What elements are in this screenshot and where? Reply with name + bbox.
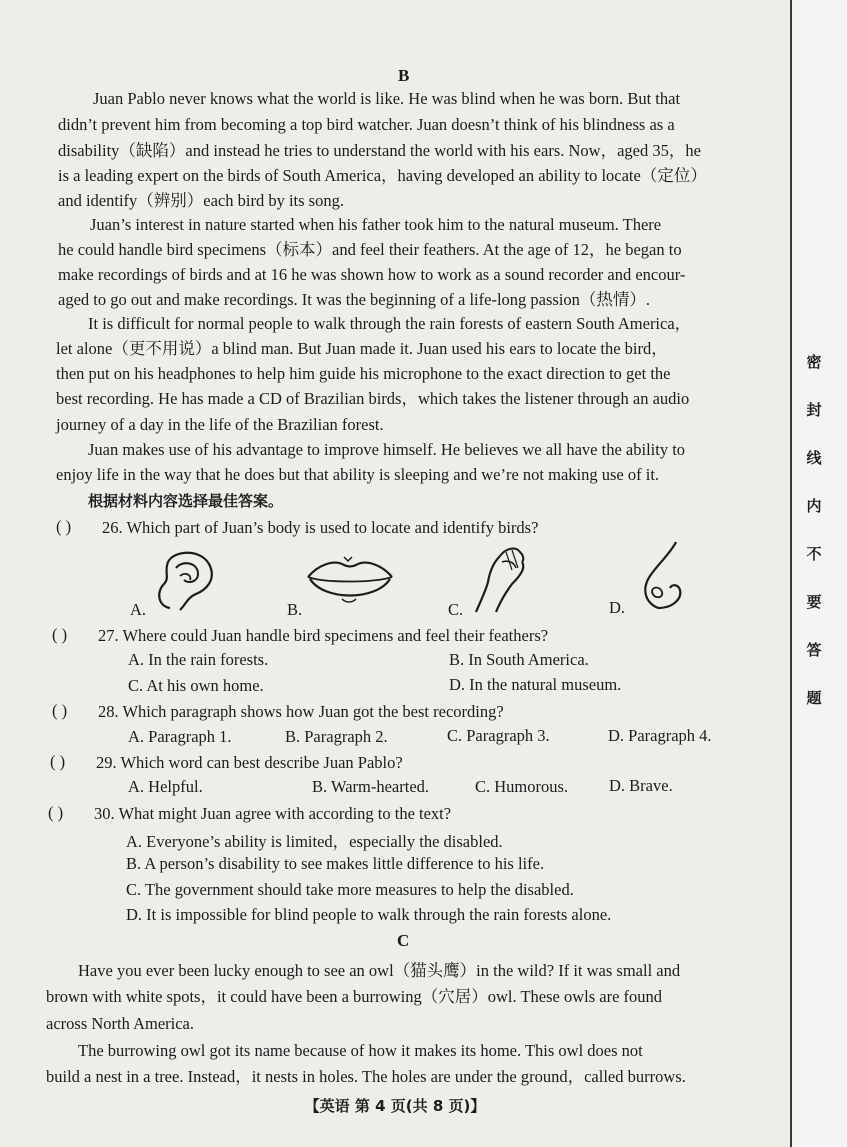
- passage-b-line: then put on his headphones to help him guide his microphone to the exact direction to get the: [56, 364, 671, 383]
- seal-char: 封: [806, 401, 822, 419]
- passage-c-line: brown with white spots，it could have been a burrowing（穴居）owl. These owls are found: [46, 987, 663, 1006]
- seal-char: 不: [806, 545, 822, 563]
- passage-c-line: across North America.: [46, 1014, 194, 1033]
- passage-c-line: Have you ever been lucky enough to see an owl（猫头鹰）in the wild? If it was small and: [78, 961, 681, 980]
- option-text[interactable]: D. Paragraph 4.: [608, 726, 712, 745]
- seal-char: 密: [806, 353, 822, 371]
- passage-b-line: disability（缺陷）and instead he tries to understand the world with his ears. Now，aged 35，he: [58, 141, 701, 160]
- option-text[interactable]: A. In the rain forests.: [128, 650, 269, 669]
- option-label[interactable]: C.: [448, 600, 464, 619]
- hand-icon: [468, 540, 530, 616]
- nose-icon: [630, 538, 690, 614]
- option-text[interactable]: B. Warm-hearted.: [312, 777, 430, 796]
- passage-b-line: journey of a day in the life of the Brazilian forest.: [56, 415, 384, 434]
- section-b-heading: B: [398, 66, 410, 85]
- seal-char: 线: [806, 449, 822, 467]
- passage-b-line: Juan’s interest in nature started when his father took him to the natural museum. There: [90, 215, 662, 234]
- passage-c-line: build a nest in a tree. Instead，it nests in holes. The holes are under the ground，called burrows.: [46, 1067, 686, 1086]
- passage-b-line: and identify（辨别）each bird by its song.: [58, 191, 344, 210]
- answer-blank[interactable]: ( ): [52, 701, 68, 720]
- seal-line-notice: [803, 352, 825, 736]
- option-text[interactable]: A. Everyone’s ability is limited，especially the disabled.: [126, 832, 503, 851]
- seal-char: 答: [806, 641, 822, 659]
- option-text[interactable]: B. A person’s disability to see makes little difference to his life.: [126, 854, 545, 873]
- passage-b-line: best recording. He has made a CD of Brazilian birds，which takes the listener through an audio: [56, 389, 690, 408]
- option-text[interactable]: D. In the natural museum.: [449, 675, 622, 694]
- passage-b-line: It is difficult for normal people to walk through the rain forests of eastern South America，: [88, 314, 692, 333]
- question-stem: 27. Where could Juan handle bird specimens and feel their feathers?: [98, 626, 549, 645]
- passage-b-line: Juan makes use of his advantage to improve himself. He believes we all have the ability to: [88, 440, 686, 459]
- ear-icon: [150, 548, 220, 616]
- question-stem: 26. Which part of Juan’s body is used to locate and identify birds?: [102, 518, 539, 537]
- option-text[interactable]: C. Humorous.: [475, 777, 569, 796]
- passage-b-line: aged to go out and make recordings. It was the beginning of a life-long passion（热情）.: [58, 290, 651, 309]
- passage-c-line: The burrowing owl got its name because of how it makes its home. This owl does not: [78, 1041, 643, 1060]
- answer-blank[interactable]: ( ): [48, 803, 64, 822]
- option-text[interactable]: B. Paragraph 2.: [285, 727, 388, 746]
- seal-char: 内: [806, 497, 822, 515]
- instruction-text: 根据材料内容选择最佳答案。: [88, 492, 284, 510]
- option-label[interactable]: A.: [130, 600, 147, 619]
- option-text[interactable]: B. In South America.: [449, 650, 589, 669]
- answer-blank[interactable]: ( ): [50, 752, 66, 771]
- passage-b-line: enjoy life in the way that he does but that ability is sleeping and we’re not making use of it.: [56, 465, 660, 484]
- option-text[interactable]: C. At his own home.: [128, 676, 264, 695]
- passage-b-line: didn’t prevent him from becoming a top bird watcher. Juan doesn’t think of his blindness as a: [58, 115, 675, 134]
- seal-char: 要: [806, 593, 822, 611]
- passage-b-line: make recordings of birds and at 16 he was shown how to work as a sound recorder and encour-: [58, 265, 686, 284]
- option-text[interactable]: D. Brave.: [609, 776, 673, 795]
- option-text[interactable]: A. Helpful.: [128, 777, 203, 796]
- question-stem: 30. What might Juan agree with according to the text?: [94, 804, 452, 823]
- option-text[interactable]: A. Paragraph 1.: [128, 727, 232, 746]
- passage-b-line: Juan Pablo never knows what the world is like. He was blind when he was born. But that: [93, 89, 681, 108]
- section-c-heading: C: [397, 931, 410, 950]
- option-text[interactable]: C. Paragraph 3.: [447, 726, 550, 745]
- passage-b-line: he could handle bird specimens（标本）and feel their feathers. At the age of 12，he began to: [58, 240, 682, 259]
- answer-blank[interactable]: ( ): [56, 517, 72, 536]
- option-text[interactable]: D. It is impossible for blind people to walk through the rain forests alone.: [126, 905, 612, 924]
- option-label[interactable]: D.: [609, 598, 626, 617]
- question-stem: 29. Which word can best describe Juan Pablo?: [96, 753, 403, 772]
- answer-blank[interactable]: ( ): [52, 625, 68, 644]
- passage-b-line: let alone（更不用说）a blind man. But Juan made it. Juan used his ears to locate the bird，: [56, 339, 668, 358]
- option-label[interactable]: B.: [287, 600, 303, 619]
- seal-char: 题: [806, 689, 822, 707]
- passage-b-line: is a leading expert on the birds of South America，having developed an ability to locate（定位）: [58, 166, 707, 185]
- lips-icon: [304, 553, 396, 609]
- question-stem: 28. Which paragraph shows how Juan got the best recording?: [98, 702, 504, 721]
- page-footer: 【英语 第 4 页(共 8 页)】: [304, 1097, 486, 1115]
- option-text[interactable]: C. The government should take more measures to help the disabled.: [126, 880, 574, 899]
